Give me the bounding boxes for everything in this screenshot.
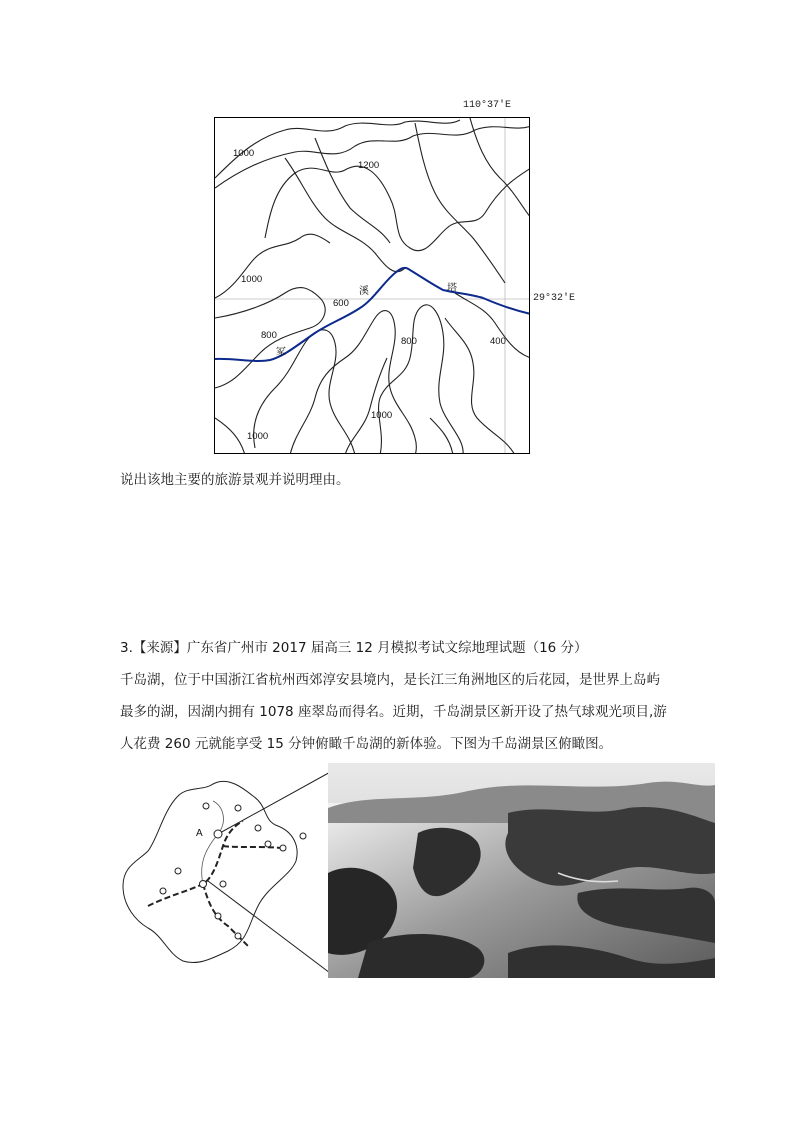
question-3-line: 千岛湖，位于中国浙江省杭州西郊淳安县境内，是长江三角洲地区的后花园，是世界上岛屿 <box>120 672 660 688</box>
question-3-line: 最多的湖，因湖内拥有 1078 座翠岛而得名。近期，千岛湖景区新开设了热气球观光项目,游 <box>120 704 667 720</box>
railway-line <box>223 846 283 848</box>
river-name-char: 冢 <box>276 347 286 358</box>
contour-line <box>265 166 530 251</box>
contour-map <box>214 117 530 454</box>
contour-label: 800 <box>261 330 277 341</box>
contour-line <box>290 311 416 454</box>
callout-line <box>208 881 334 976</box>
contour-map-svg <box>215 118 530 454</box>
question-2-prompt: 说出该地主要的旅游景观并说明理由。 <box>120 472 350 488</box>
province-map <box>118 766 334 976</box>
province-outline <box>123 781 297 962</box>
contour-label: 1000 <box>241 274 263 285</box>
contour-line <box>215 234 330 298</box>
contour-line <box>285 158 405 272</box>
contour-label: 400 <box>490 336 506 347</box>
river-name-char: 塔 <box>447 283 457 294</box>
contour-line <box>379 305 464 454</box>
contour-line <box>215 126 530 188</box>
latitude-label: 29°32′E <box>533 293 576 304</box>
callout-line <box>218 770 334 834</box>
map-point-label: A <box>196 828 203 839</box>
contour-line <box>254 330 355 454</box>
contour-label: 1000 <box>247 431 269 442</box>
city-markers <box>160 803 306 939</box>
aerial-photo <box>328 763 715 978</box>
question-3-line: 人花费 260 元就能享受 15 分钟俯瞰千岛湖的新体验。下图为千岛湖景区俯瞰图。 <box>120 736 613 752</box>
contour-line <box>215 418 245 454</box>
river-name-char: 溪 <box>359 286 369 297</box>
contour-label: 800 <box>401 336 417 347</box>
contour-label: 1000 <box>371 410 393 421</box>
contour-label: 600 <box>333 298 349 309</box>
contour-label: 1200 <box>358 160 380 171</box>
question-3-header: 3.【来源】广东省广州市 2017 届高三 12 月模拟考试文综地理试题（16 分） <box>120 640 588 656</box>
river-line <box>215 268 530 361</box>
contour-line <box>470 118 530 218</box>
province-map-svg <box>118 766 334 976</box>
longitude-label: 110°37′E <box>463 100 512 111</box>
contour-label: 1000 <box>233 148 255 159</box>
aerial-photo-svg <box>328 763 715 978</box>
